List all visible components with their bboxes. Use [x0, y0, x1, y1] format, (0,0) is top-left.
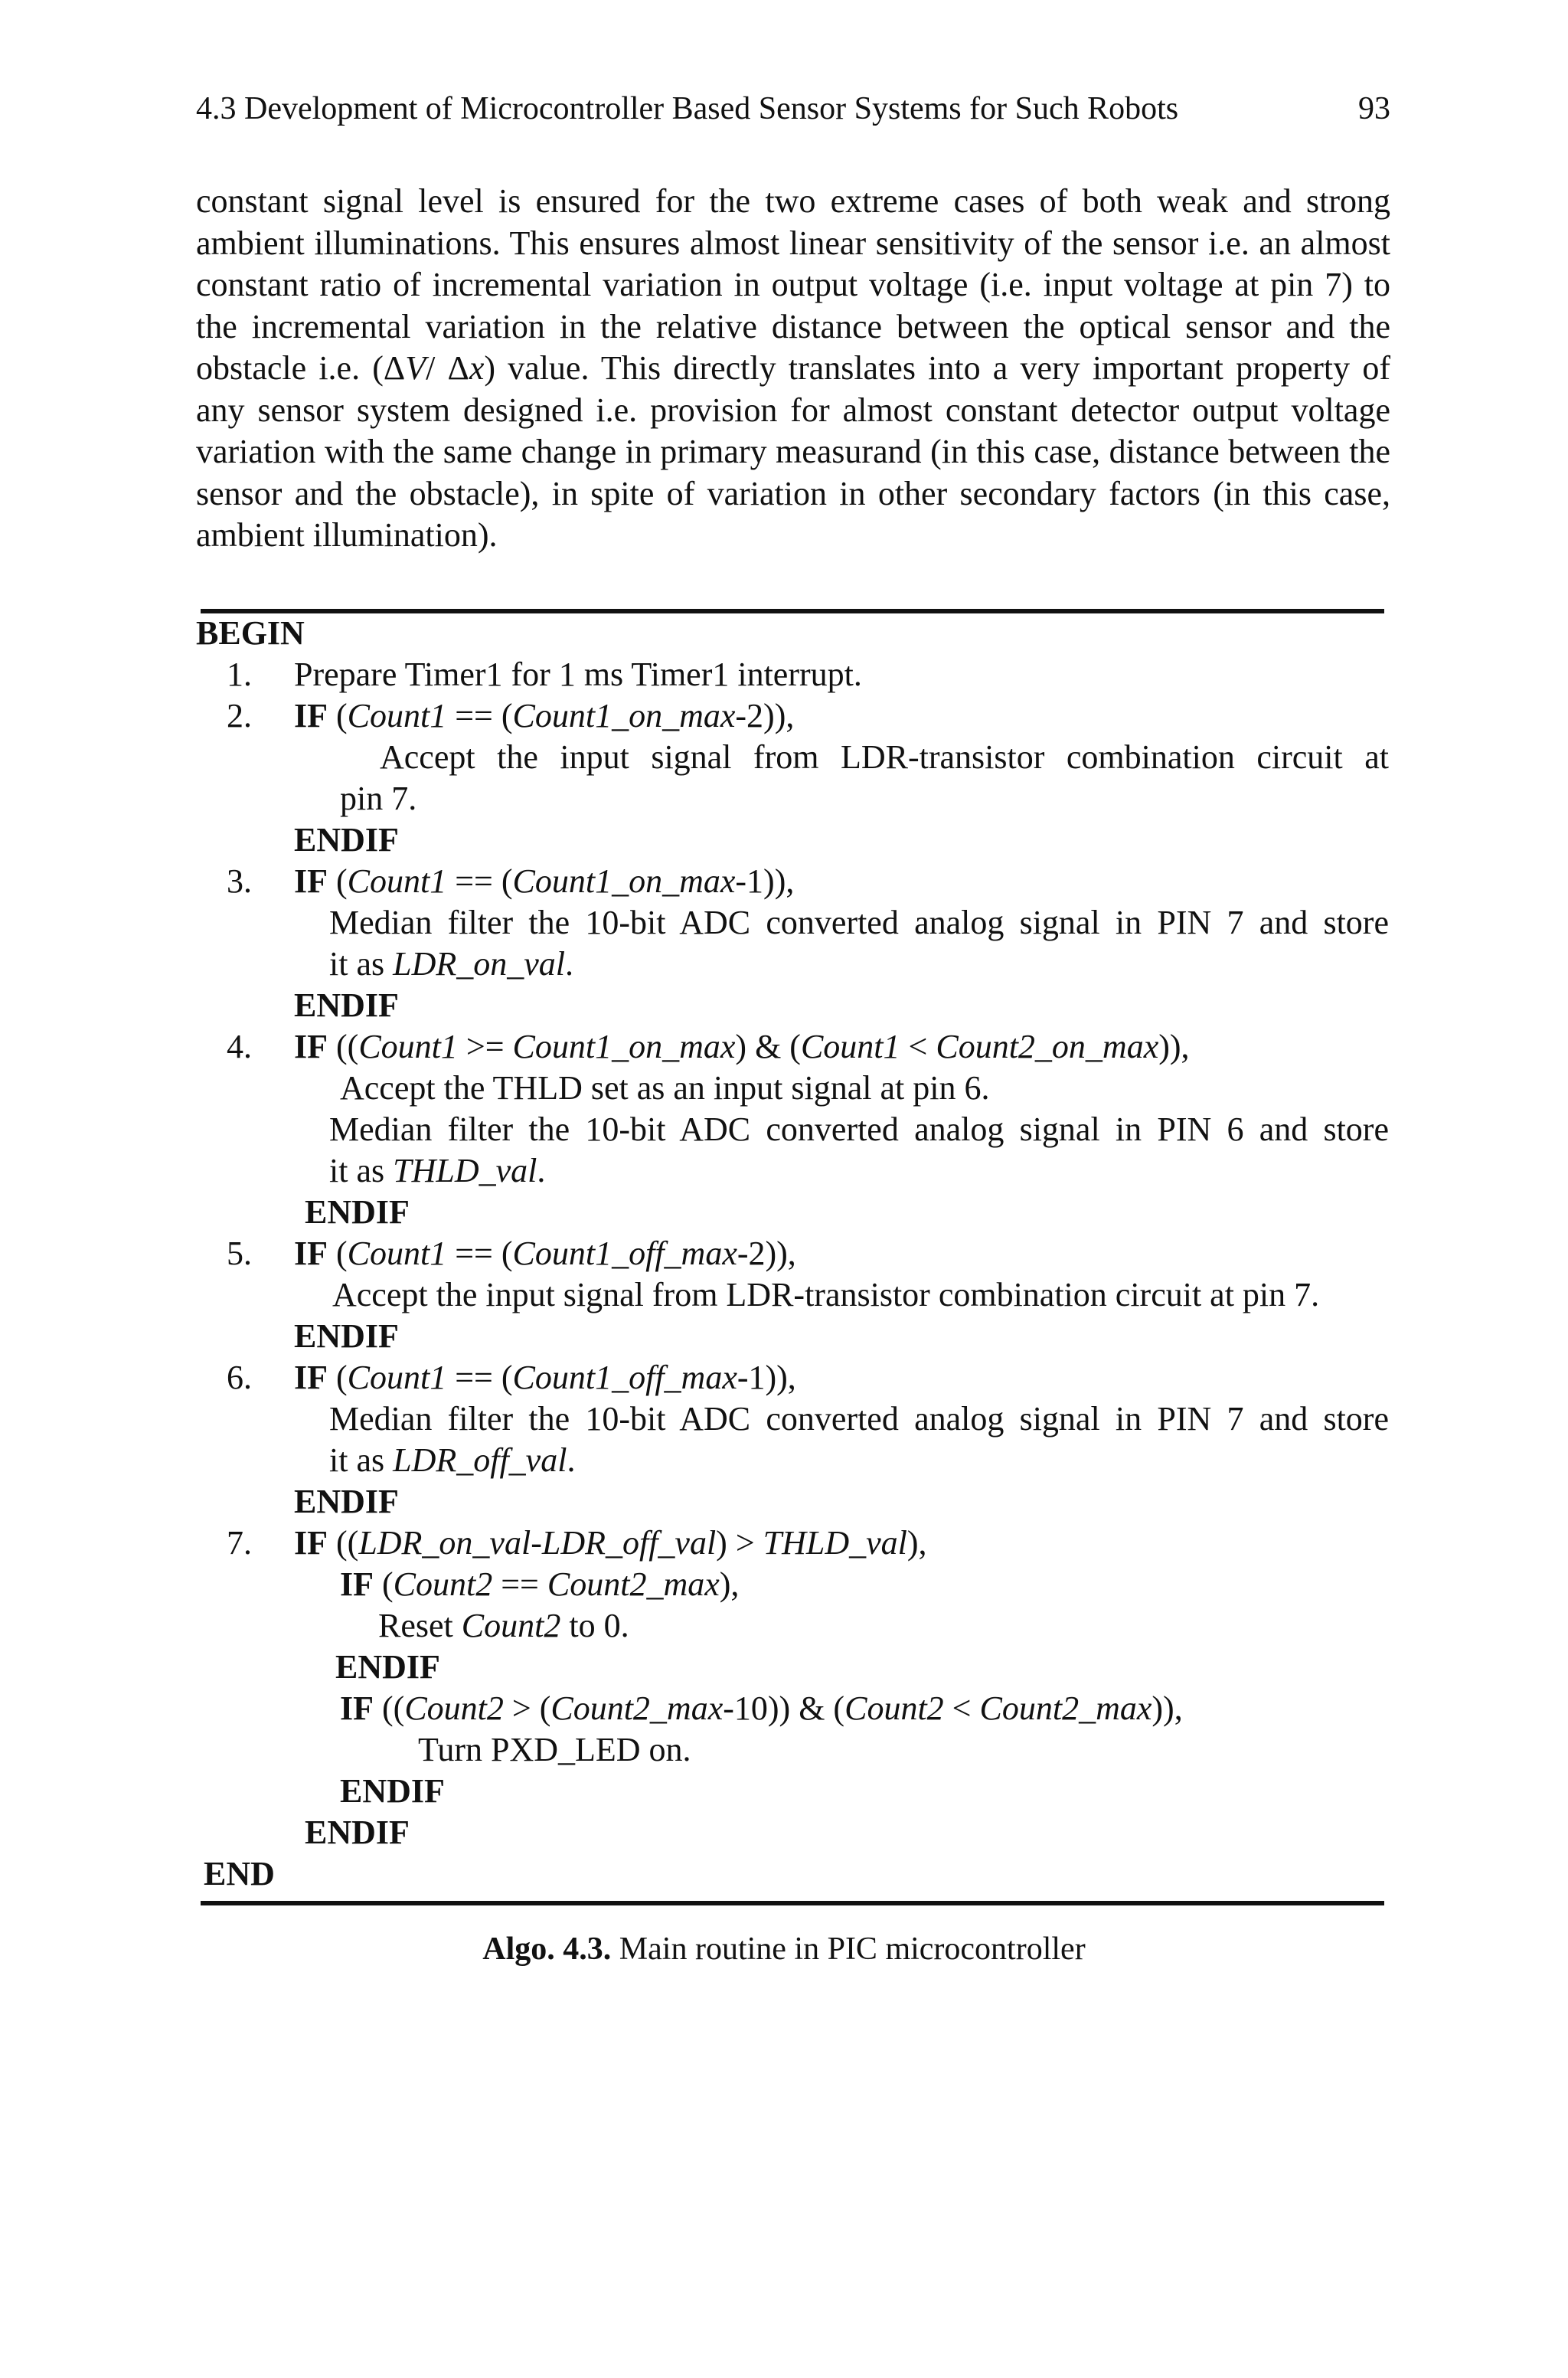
if-keyword: IF: [294, 1235, 328, 1272]
var-ldr-on-val: LDR_on_val: [393, 945, 565, 983]
algo-endif: ENDIF: [294, 1317, 399, 1355]
step-number: 5.: [227, 1235, 252, 1272]
body-text-part2: ) value. This directly translates into a very important property of any sensor system designed i.e. provision for almost constant detector output voltage variation with the same change in primary measurand (in this case, distance between the sensor and the obstacle), in spite of variation in other secondary factors (in this case, ambient illumination).: [196, 349, 1390, 554]
header-section-title: 4.3 Development of Microcontroller Based Sensor Systems for Such Robots: [196, 91, 1179, 126]
cond-text: (: [328, 1235, 348, 1272]
body-text: it as: [329, 1441, 394, 1479]
algo-step-3-body-line1: Median filter the 10-bit ADC converted analog signal in PIN 7 and store: [329, 904, 1389, 941]
step-text: Prepare Timer1 for 1 ms Timer1 interrupt.: [294, 656, 862, 693]
cond-text: ) & (: [735, 1028, 801, 1065]
cond-text: -2)),: [737, 1235, 796, 1272]
algo-step-7-reset: [378, 1605, 629, 1647]
algorithm-bottom-rule: [201, 1901, 1384, 1905]
if-keyword: IF: [294, 1359, 328, 1396]
body-text: it as: [329, 1152, 394, 1189]
body-text: .: [565, 945, 573, 983]
algo-endif: ENDIF: [294, 986, 399, 1024]
step-number: 2.: [227, 697, 252, 734]
algo-step-5-body-line1: Accept the input signal from LDR-transistor combination circuit at pin 7.: [332, 1276, 1320, 1313]
algo-step-4-body-line2: Median filter the 10-bit ADC converted analog signal in PIN 6 and store: [329, 1110, 1389, 1148]
cond-text: )),: [1152, 1689, 1183, 1727]
algo-step-2-body-line1: Accept the input signal from LDR-transistor combination circuit at: [380, 738, 1389, 776]
cond-text: == (: [446, 1359, 513, 1396]
cond-text: -2)),: [735, 697, 795, 734]
cond-text: ) >: [716, 1524, 763, 1562]
var-count2-max: Count2_max: [547, 1565, 720, 1603]
var-thld-val: THLD_val: [393, 1152, 537, 1189]
algo-step-6-body-line2: [329, 1440, 575, 1481]
var-count1-on-max: Count1_on_max: [512, 862, 736, 900]
page-number: 93: [1358, 91, 1390, 126]
if-keyword: IF: [340, 1565, 374, 1603]
body-text: Reset: [378, 1607, 462, 1644]
cond-text: ((: [328, 1524, 359, 1562]
cond-text: == (: [446, 697, 513, 734]
var-count1-on-max: Count1_on_max: [512, 1028, 736, 1065]
step-condition: [294, 861, 794, 902]
cond-text: -1)),: [737, 1359, 796, 1396]
cond-text: ),: [719, 1565, 740, 1603]
var-thld-val: THLD_val: [763, 1524, 907, 1562]
var-count2-max: Count2_max: [979, 1689, 1152, 1727]
algo-endif: ENDIF: [305, 1193, 410, 1231]
cond-text: )),: [1158, 1028, 1190, 1065]
var-count1: Count1: [347, 697, 447, 734]
caption-text: Main routine in PIC microcontroller: [611, 1932, 1086, 1967]
step-condition: [294, 1233, 796, 1274]
cond-text: <: [943, 1689, 980, 1727]
step-number: 3.: [227, 862, 252, 900]
var-count1: Count1: [800, 1028, 900, 1065]
var-count2-on-max: Count2_on_max: [936, 1028, 1159, 1065]
step-number: 4.: [227, 1028, 252, 1065]
var-count2: Count2: [393, 1565, 493, 1603]
var-count1: Count1: [347, 1359, 447, 1396]
var-count1-off-max: Count1_off_max: [512, 1359, 737, 1396]
if-keyword: IF: [294, 862, 328, 900]
cond-text: ),: [906, 1524, 927, 1562]
step-condition: [294, 1523, 927, 1564]
var-count1: Count1: [347, 1235, 447, 1272]
cond-text: > (: [503, 1689, 551, 1727]
cond-text: (: [374, 1565, 394, 1603]
if-keyword: IF: [294, 1028, 328, 1065]
algo-endif: ENDIF: [294, 821, 399, 859]
step-number: 7.: [227, 1524, 252, 1562]
step-condition: [294, 695, 794, 737]
var-count2: Count2: [404, 1689, 504, 1727]
var-count2: Count2: [461, 1607, 561, 1644]
var-ldr-off-val: LDR_off_val: [393, 1441, 567, 1479]
algo-endif: ENDIF: [294, 1483, 399, 1520]
var-count1-off-max: Count1_off_max: [512, 1235, 737, 1272]
step-number: 6.: [227, 1359, 252, 1396]
body-text: to 0.: [560, 1607, 629, 1644]
body-text: it as: [329, 945, 394, 983]
cond-text: (: [328, 697, 348, 734]
var-count1: Count1: [358, 1028, 458, 1065]
caption-label: Algo. 4.3.: [482, 1932, 612, 1967]
step-number: 1.: [227, 656, 252, 693]
cond-text: == (: [446, 1235, 513, 1272]
algo-step-6-body-line1: Median filter the 10-bit ADC converted analog signal in PIN 7 and store: [329, 1400, 1389, 1438]
cond-text: -1)),: [735, 862, 795, 900]
if-keyword: IF: [294, 1524, 328, 1562]
algo-step-4-body-line3: [329, 1150, 545, 1192]
var-count1: Count1: [347, 862, 447, 900]
cond-text: == (: [446, 862, 513, 900]
if-keyword: IF: [294, 697, 328, 734]
cond-text: -10)) & (: [723, 1689, 845, 1727]
algorithm-caption: [0, 1928, 1568, 1971]
var-ldr-difference: LDR_on_val-LDR_off_val: [358, 1524, 717, 1562]
algo-step-7-nested-if: [340, 1564, 739, 1605]
body-text: .: [567, 1441, 576, 1479]
cond-text: >=: [457, 1028, 513, 1065]
cond-text: (: [328, 862, 348, 900]
cond-text: ((: [328, 1028, 359, 1065]
var-count2-max: Count2_max: [550, 1689, 724, 1727]
delta-x-symbol: x: [469, 349, 485, 387]
cond-text: (: [328, 1359, 348, 1396]
step-condition: [294, 1357, 796, 1398]
cond-text: ((: [374, 1689, 405, 1727]
algo-step-7-nested-if-2: [340, 1688, 1183, 1729]
algo-endif: ENDIF: [305, 1814, 410, 1851]
cond-text: <: [900, 1028, 936, 1065]
var-count1-on-max: Count1_on_max: [512, 697, 736, 734]
algorithm-top-rule: [201, 609, 1384, 613]
algo-endif: ENDIF: [340, 1772, 445, 1810]
body-text: .: [537, 1152, 546, 1189]
algo-step-7-turn-led-on: Turn PXD_LED on.: [418, 1731, 691, 1768]
delta-v-symbol: V: [405, 349, 426, 387]
var-count2: Count2: [844, 1689, 944, 1727]
if-keyword: IF: [340, 1689, 374, 1727]
body-slash-delta: / Δ: [426, 349, 469, 387]
body-text-part1: constant signal level is ensured for the two extreme cases of both weak and strong ambient illuminations. This ensures almost linear sensitivity of the sensor i.e. an almost constant ratio of incremental variation in output voltage (i.e. input voltage at pin 7) to the incremental variation in the relative distance between the optical sensor and the obstacle i.e. (Δ: [196, 182, 1390, 387]
algo-end: END: [204, 1855, 275, 1892]
algo-endif: ENDIF: [335, 1648, 440, 1686]
algo-step-2-body-line2: pin 7.: [340, 780, 417, 817]
body-paragraph: [196, 181, 1390, 557]
algo-step-3-body-line2: [329, 944, 573, 985]
algo-begin: BEGIN: [196, 614, 305, 652]
step-condition: [294, 1026, 1190, 1068]
algo-step-4-body-line1: Accept the THLD set as an input signal at pin 6.: [340, 1069, 990, 1107]
cond-text: ==: [492, 1565, 547, 1603]
